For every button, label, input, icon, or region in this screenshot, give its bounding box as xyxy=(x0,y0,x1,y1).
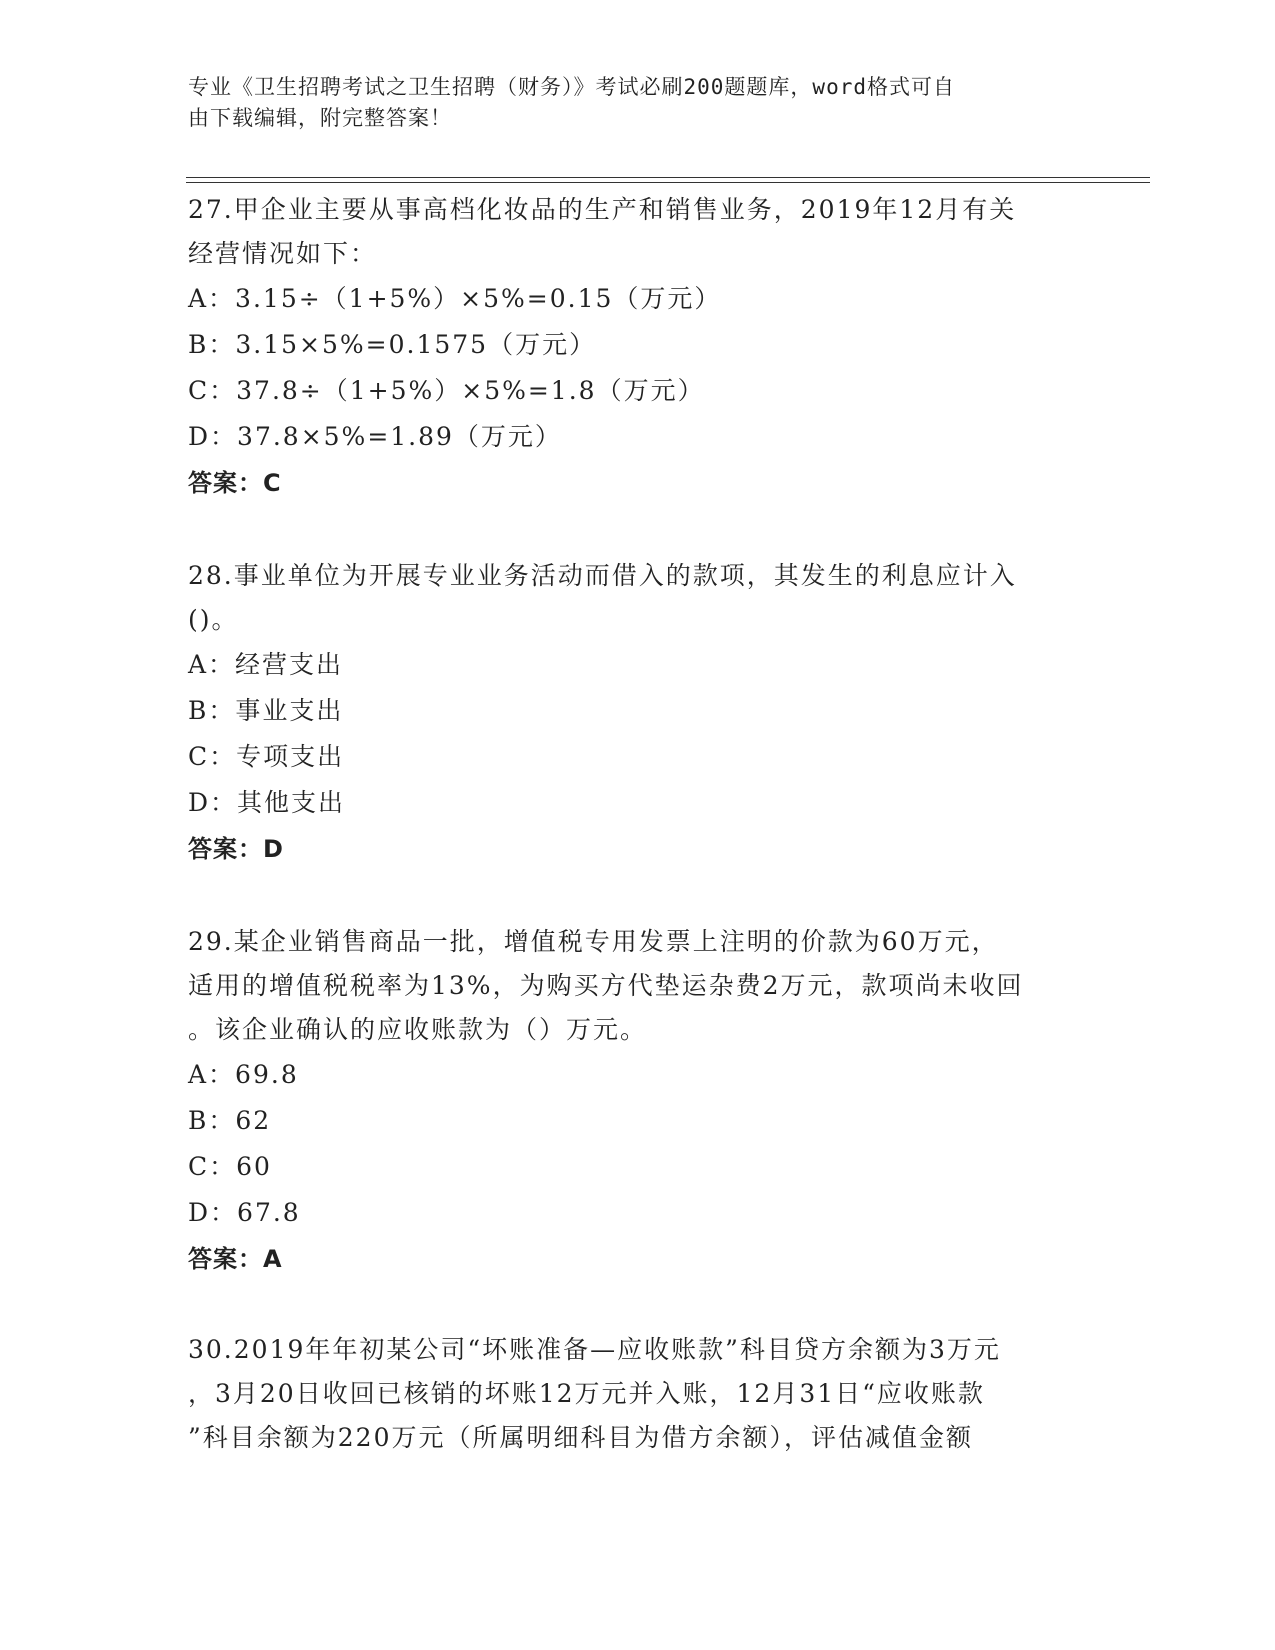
option-a: A：3.15÷（1+5%）×5%=0.15（万元） xyxy=(188,284,722,313)
option-d: D：67.8 xyxy=(188,1198,301,1227)
question-stem-line: 经营情况如下： xyxy=(188,239,378,268)
question-stem-line: 适用的增值税税率为13%，为购买方代垫运杂费2万元，款项尚未收回 xyxy=(188,971,1024,1000)
answer: 答案：D xyxy=(188,835,284,863)
question-27 xyxy=(188,188,1088,506)
header-divider-top xyxy=(186,177,1150,178)
question-stem-line: 29.某企业销售商品一批，增值税专用发票上注明的价款为60万元， xyxy=(188,927,999,956)
question-29 xyxy=(188,920,1088,1282)
option-d: D：37.8×5%=1.89（万元） xyxy=(188,422,562,451)
answer: 答案：C xyxy=(188,469,282,497)
question-stem-line: ()。 xyxy=(188,605,239,634)
document-header xyxy=(188,72,1088,134)
header-line-2: 由下载编辑，附完整答案！ xyxy=(188,106,452,130)
question-stem-line: 30.2019年年初某公司“坏账准备—应收账款”科目贷方余额为3万元 xyxy=(188,1335,1001,1364)
option-a: A：经营支出 xyxy=(188,650,344,679)
option-b: B：事业支出 xyxy=(188,696,344,725)
question-stem-line: 28.事业单位为开展专业业务活动而借入的款项，其发生的利息应计入 xyxy=(188,561,1017,590)
header-divider-bottom xyxy=(186,182,1150,183)
option-d: D：其他支出 xyxy=(188,788,346,817)
header-line-1: 专业《卫生招聘考试之卫生招聘（财务）》考试必刷200题题库，word格式可自 xyxy=(188,75,955,99)
question-stem-line: ，3月20日收回已核销的坏账12万元并入账，12月31日“应收账款 xyxy=(188,1379,985,1408)
option-c: C：37.8÷（1+5%）×5%=1.8（万元） xyxy=(188,376,705,405)
option-b: B：3.15×5%=0.1575（万元） xyxy=(188,330,597,359)
option-c: C：专项支出 xyxy=(188,742,345,771)
option-c: C：60 xyxy=(188,1152,272,1181)
question-28 xyxy=(188,554,1088,872)
question-30 xyxy=(188,1328,1088,1460)
question-stem-line: 。该企业确认的应收账款为（）万元。 xyxy=(188,1015,648,1044)
question-stem-line: 27.甲企业主要从事高档化妆品的生产和销售业务，2019年12月有关 xyxy=(188,195,1017,224)
question-stem-line: ”科目余额为220万元（所属明细科目为借方余额），评估减值金额 xyxy=(188,1423,974,1452)
option-b: B：62 xyxy=(188,1106,272,1135)
answer: 答案：A xyxy=(188,1245,283,1273)
option-a: A：69.8 xyxy=(188,1060,299,1089)
